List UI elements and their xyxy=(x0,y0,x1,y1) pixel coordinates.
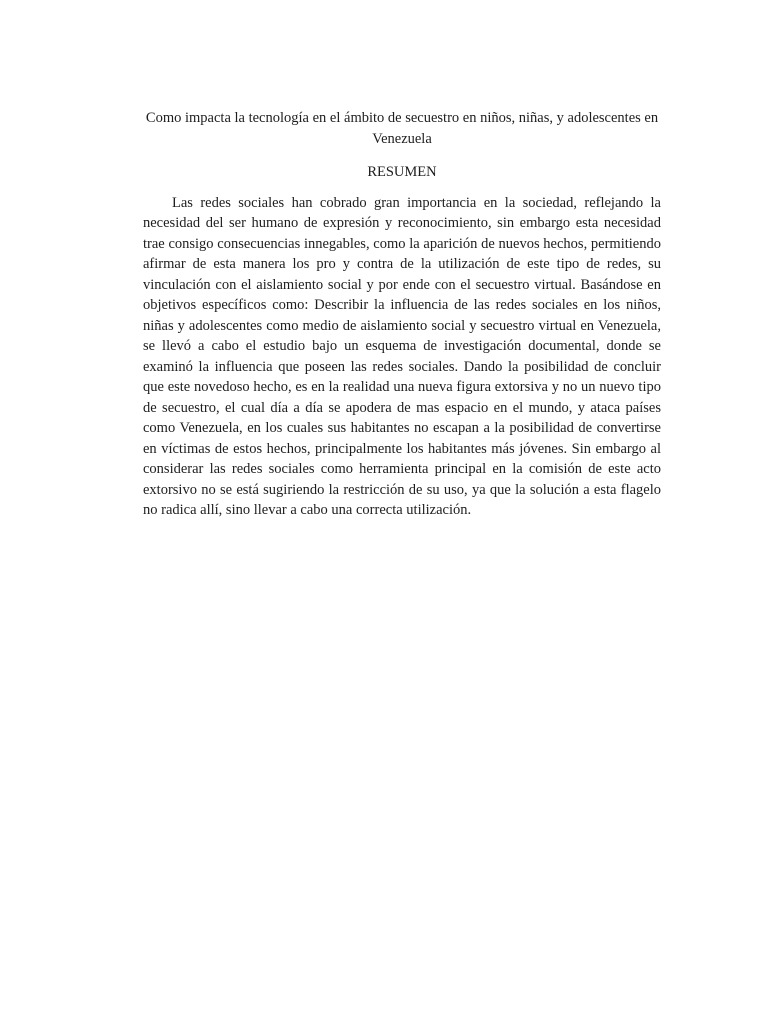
abstract-paragraph: Las redes sociales han cobrado gran importancia en la sociedad, reflejando la necesidad del ser humano de expresión y reconocimiento, sin embargo esta necesidad trae consigo consecuencias innegables, como la aparición de nuevos hechos, permitiendo afirmar de esta manera los pro y contra de la utilización de este tipo de redes, su vinculación con el aislamiento social y por ende con el secuestro virtual. Basándose en objetivos específicos como: Describir la influencia de las redes sociales en los niños, niñas y adolescentes como medio de aislamiento social y secuestro virtual en Venezuela, se llevó a cabo el estudio bajo un esquema de investigación documental, donde se examinó la influencia que poseen las redes sociales. Dando la posibilidad de concluir que este novedoso hecho, es en la realidad una nueva figura extorsiva y no un nuevo tipo de secuestro, el cual día a día se apodera de mas espacio en el mundo, y ataca países como Venezuela, en los cuales sus habitantes no escapan a la posibilidad de convertirse en víctimas de estos hechos, principalmente los habitantes más jóvenes. Sin embargo al considerar las redes sociales como herramienta principal en la comisión de este acto extorsivo no se está sugiriendo la restricción de su uso, ya que la solución a esta flagelo no radica allí, sino llevar a cabo una correcta utilización. xyxy=(143,194,661,518)
document-content xyxy=(143,108,661,521)
section-heading: RESUMEN xyxy=(367,164,437,180)
document-title: Como impacta la tecnología en el ámbito de secuestro en niños, niñas, y adolescentes en Venezuela xyxy=(145,110,659,147)
